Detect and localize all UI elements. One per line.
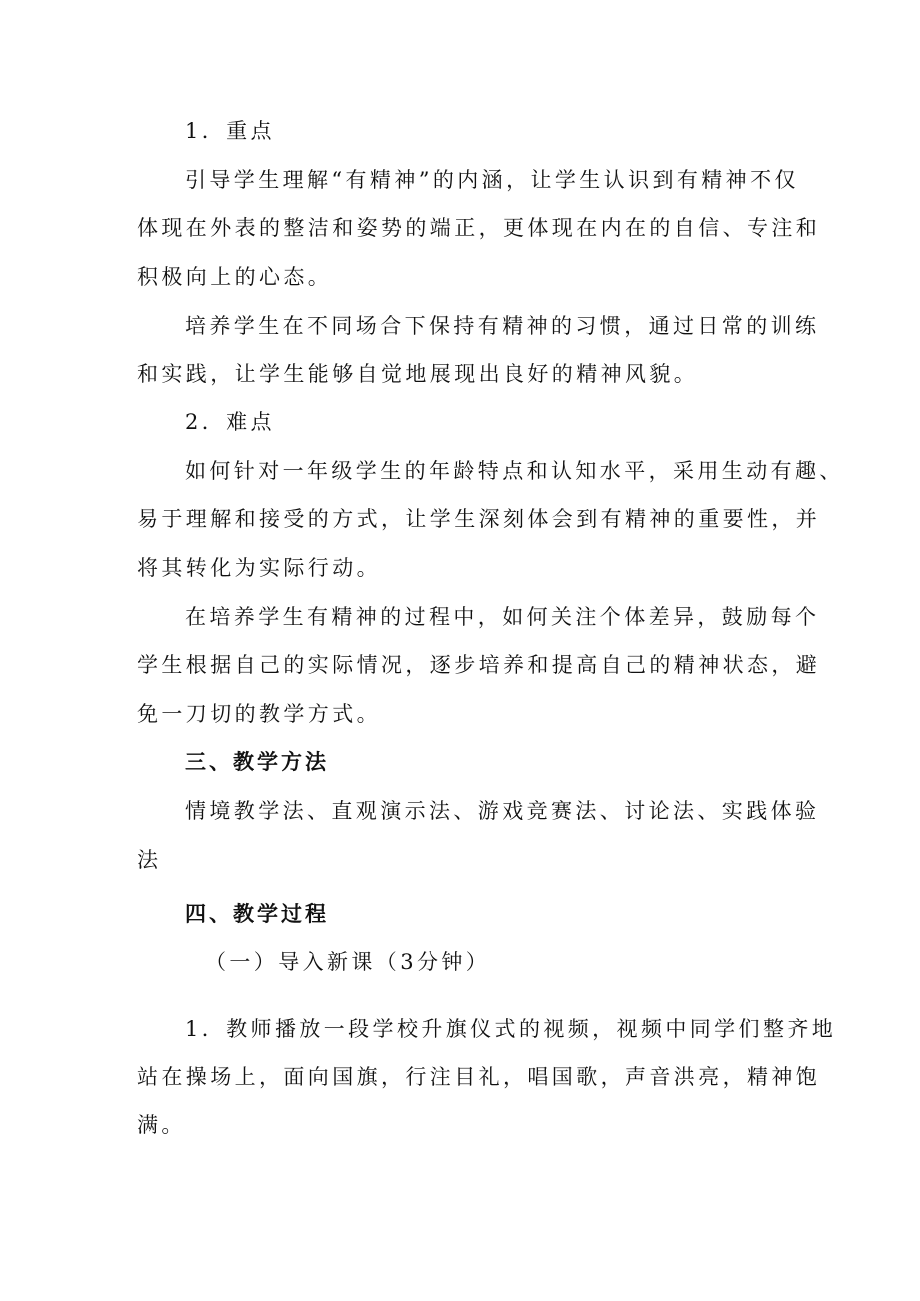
paragraph-line: 1．教师播放一段学校升旗仪式的视频，视频中同学们整齐地 [185, 1017, 837, 1041]
paragraph-line: 情境教学法、直观演示法、游戏竞赛法、讨论法、实践体验 [185, 799, 820, 823]
subsection-heading: （一）导入新课（3分钟） [205, 950, 491, 974]
paragraph-line: 站在操场上，面向国旗，行注目礼，唱国歌，声音洪亮，精神饱 [137, 1065, 821, 1089]
paragraph-line: 在培养学生有精神的过程中，如何关注个体差异，鼓励每个 [185, 605, 820, 629]
paragraph-line: 培养学生在不同场合下保持有精神的习惯，通过日常的训练 [185, 314, 820, 338]
paragraph-line: 和实践，让学生能够自觉地展现出良好的精神风貌。 [137, 362, 699, 386]
paragraph-line: 将其转化为实际行动。 [137, 556, 381, 580]
section-heading-teaching-methods: 三、教学方法 [185, 750, 329, 774]
paragraph-line: 易于理解和接受的方式，让学生深刻体会到有精神的重要性，并 [137, 507, 821, 531]
paragraph-line: 法 [137, 848, 162, 872]
heading-key-points: 1．重点 [185, 119, 275, 143]
paragraph-line: 满。 [137, 1113, 186, 1137]
section-heading-teaching-process: 四、教学过程 [185, 902, 329, 926]
paragraph-line: 体现在外表的整洁和姿势的端正，更体现在内在的自信、专注和 [137, 216, 821, 240]
paragraph-line: 学生根据自己的实际情况，逐步培养和提高自己的精神状态，避 [137, 653, 821, 677]
heading-difficult-points: 2．难点 [185, 410, 275, 434]
paragraph-line: 免一刀切的教学方式。 [137, 702, 381, 726]
paragraph-line: 引导学生理解“有精神”的内涵，让学生认识到有精神不仅 [185, 168, 799, 192]
paragraph-line: 如何针对一年级学生的年龄特点和认知水平，采用生动有趣、 [185, 459, 844, 483]
paragraph-line: 积极向上的心态。 [137, 265, 333, 289]
